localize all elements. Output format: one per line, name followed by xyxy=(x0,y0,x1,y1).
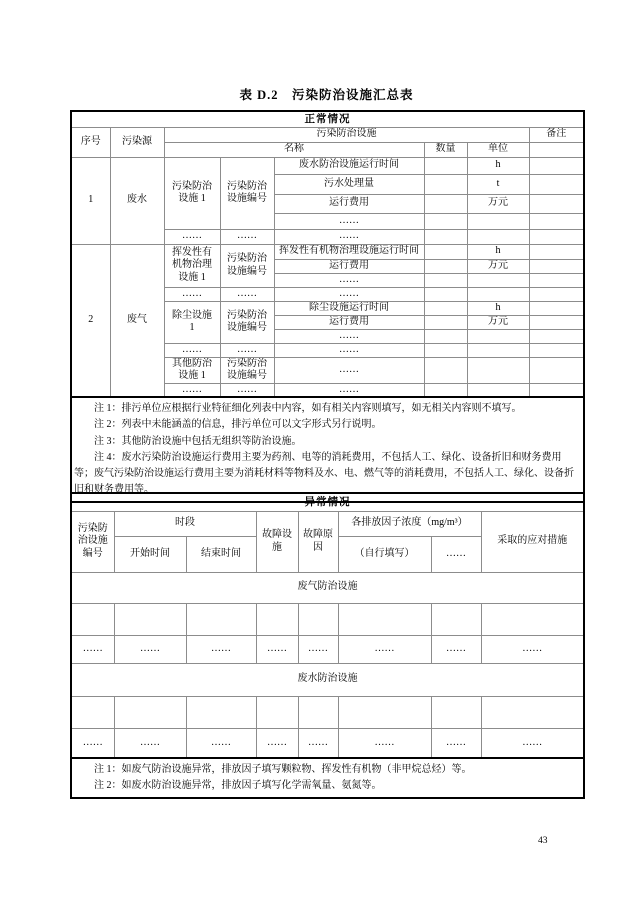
remark-cell xyxy=(529,301,584,315)
dots-cell: …… xyxy=(481,728,584,758)
col-header-unit: 单位 xyxy=(467,142,529,157)
table-row xyxy=(71,603,584,635)
dots-cell: …… xyxy=(186,635,256,663)
empty-cell xyxy=(338,696,431,728)
empty-cell xyxy=(481,603,584,635)
note-line: 注 2：列表中未能涵盖的信息，排污单位可以文字形式另行说明。 xyxy=(94,419,382,431)
unit-cell xyxy=(467,273,529,287)
unit-cell: 万元 xyxy=(467,315,529,329)
dots-cell: …… xyxy=(298,635,338,663)
unit-cell xyxy=(467,287,529,301)
col-header-facility-code: 污染防治设施编号 xyxy=(71,511,114,572)
note-line: 注 1：如废气防治设施异常，排放因子填写颗粒物、挥发性有机物（非甲烷总烃）等。 xyxy=(94,764,472,775)
remark-cell xyxy=(529,315,584,329)
subsection-row xyxy=(71,572,584,603)
empty-cell xyxy=(431,696,481,728)
remark-cell xyxy=(529,229,584,244)
item-cell: 运行费用 xyxy=(274,259,424,273)
remark-cell xyxy=(529,329,584,343)
dots-cell: …… xyxy=(431,728,481,758)
empty-cell xyxy=(256,603,298,635)
quantity-cell xyxy=(424,174,467,194)
quantity-cell xyxy=(424,194,467,213)
remark-cell xyxy=(529,259,584,273)
empty-cell xyxy=(256,696,298,728)
empty-cell xyxy=(298,696,338,728)
dots-cell: …… xyxy=(274,343,424,357)
dots-cell: …… xyxy=(431,635,481,663)
remark-cell xyxy=(529,157,584,174)
dots-cell: …… xyxy=(274,213,424,229)
col-header-self-fill: （自行填写） xyxy=(338,536,431,572)
dots-cell: …… xyxy=(164,229,220,244)
col-header-start-time: 开始时间 xyxy=(114,536,186,572)
gas-facilities-subheader: 废气防治设施 xyxy=(71,572,584,603)
water-facilities-subheader: 废水防治设施 xyxy=(71,663,584,696)
unit-cell xyxy=(467,343,529,357)
note-line: 注 4：废水污染防治设施运行费用主要为药剂、电等的消耗费用，不包括人工、绿化、设备折旧和财务费用等；废气污染防治设施运行费用主要为消耗材料等物料及水、电、燃气等的消耗费用，不包括人工、绿化、设备折旧和财务费用等。 xyxy=(74,451,574,496)
col-header-fault-reason: 故障原因 xyxy=(298,511,338,572)
quantity-cell xyxy=(424,315,467,329)
quantity-cell xyxy=(424,157,467,174)
empty-cell xyxy=(71,603,114,635)
dots-cell: …… xyxy=(71,635,114,663)
subsection-row xyxy=(71,663,584,696)
unit-cell xyxy=(467,229,529,244)
notes-row xyxy=(71,397,584,502)
dots-cell: …… xyxy=(220,343,274,357)
item-cell: 挥发性有机物治理设施运行时间 xyxy=(274,244,424,259)
table-row xyxy=(71,635,584,663)
table-row xyxy=(71,244,584,259)
dots-cell: …… xyxy=(164,287,220,301)
dots-cell: …… xyxy=(164,383,220,397)
unit-cell: 万元 xyxy=(467,194,529,213)
remark-cell xyxy=(529,194,584,213)
facility-code-cell: 污染防治设施编号 xyxy=(220,157,274,229)
facility-cell: 挥发性有机物治理设施 1 xyxy=(164,244,220,287)
unit-cell: t xyxy=(467,174,529,194)
dots-cell: …… xyxy=(431,536,481,572)
dots-cell: …… xyxy=(256,635,298,663)
note-line: 注 2：如废水防治设施异常，排放因子填写化学需氧量、氨氮等。 xyxy=(94,780,382,792)
remark-cell xyxy=(529,244,584,259)
remark-cell xyxy=(529,343,584,357)
facility-cell: 除尘设施 1 xyxy=(164,301,220,343)
quantity-cell xyxy=(424,343,467,357)
dots-cell: …… xyxy=(114,728,186,758)
table-row xyxy=(71,728,584,758)
empty-cell xyxy=(481,696,584,728)
page-number: 43 xyxy=(538,836,548,846)
col-header-fault-facility: 故障设施 xyxy=(256,511,298,572)
abnormal-table-notes xyxy=(71,758,584,798)
item-cell: 除尘设施运行时间 xyxy=(274,301,424,315)
serial-cell: 1 xyxy=(71,157,110,244)
col-header-facility-group: 污染防治设施 xyxy=(164,127,529,142)
quantity-cell xyxy=(424,244,467,259)
remark-cell xyxy=(529,174,584,194)
col-header-serial: 序号 xyxy=(71,127,110,157)
note-line: 注 1：排污单位应根据行业特征细化列表中内容，如有相关内容则填写，如无相关内容则不填写。 xyxy=(94,403,522,414)
col-header-name: 名称 xyxy=(164,142,424,157)
col-header-remark: 备注 xyxy=(529,127,584,142)
empty-cell xyxy=(431,603,481,635)
dots-cell: …… xyxy=(274,329,424,343)
unit-cell xyxy=(467,213,529,229)
quantity-cell xyxy=(424,229,467,244)
dots-cell: …… xyxy=(274,357,424,383)
table-title: 表 D.2 污染防治设施汇总表 xyxy=(239,88,414,102)
dots-cell: …… xyxy=(220,383,274,397)
header-row-1 xyxy=(71,127,584,142)
facility-code-cell: 污染防治设施编号 xyxy=(220,301,274,343)
facility-cell: 污染防治设施 1 xyxy=(164,157,220,229)
item-cell: 废水防治设施运行时间 xyxy=(274,157,424,174)
quantity-cell xyxy=(424,273,467,287)
facility-cell: 其他防治设施 1 xyxy=(164,357,220,383)
dots-cell: …… xyxy=(186,728,256,758)
quantity-cell xyxy=(424,287,467,301)
col-header-end-time: 结束时间 xyxy=(186,536,256,572)
dots-cell: …… xyxy=(338,728,431,758)
table-row xyxy=(71,696,584,728)
header-row-1 xyxy=(71,511,584,536)
remark-cell xyxy=(529,357,584,383)
facility-code-cell: 污染防治设施编号 xyxy=(220,244,274,287)
dots-cell: …… xyxy=(220,229,274,244)
table-row xyxy=(71,157,584,174)
empty-cell xyxy=(186,603,256,635)
normal-table-notes xyxy=(71,397,584,502)
quantity-cell xyxy=(424,357,467,383)
unit-cell: h xyxy=(467,244,529,259)
dots-cell: …… xyxy=(114,635,186,663)
empty-cell xyxy=(114,603,186,635)
item-cell: 污水处理量 xyxy=(274,174,424,194)
quantity-cell xyxy=(424,213,467,229)
col-header-pollution-source: 污染源 xyxy=(110,127,164,157)
quantity-cell xyxy=(424,329,467,343)
quantity-cell xyxy=(424,383,467,397)
dots-cell: …… xyxy=(338,635,431,663)
empty-cell xyxy=(338,603,431,635)
empty-cell xyxy=(529,142,584,157)
normal-conditions-table xyxy=(70,110,585,503)
empty-cell xyxy=(186,696,256,728)
notes-row xyxy=(71,758,584,798)
dots-cell: …… xyxy=(256,728,298,758)
section-row-normal xyxy=(71,111,584,127)
remark-cell xyxy=(529,213,584,229)
dots-cell: …… xyxy=(481,635,584,663)
item-cell: 运行费用 xyxy=(274,194,424,213)
quantity-cell xyxy=(424,259,467,273)
empty-cell xyxy=(114,696,186,728)
normal-section-header: 正常情况 xyxy=(71,111,584,127)
col-header-quantity: 数量 xyxy=(424,142,467,157)
pollution-source-cell: 废气 xyxy=(110,244,164,397)
section-row-abnormal xyxy=(71,493,584,511)
remark-cell xyxy=(529,287,584,301)
remark-cell xyxy=(529,383,584,397)
col-header-period: 时段 xyxy=(114,511,256,536)
unit-cell: h xyxy=(467,157,529,174)
dots-cell: …… xyxy=(274,383,424,397)
pollution-source-cell: 废水 xyxy=(110,157,164,244)
col-header-measures: 采取的应对措施 xyxy=(481,511,584,572)
dots-cell: …… xyxy=(71,728,114,758)
col-header-emission-concentration: 各排放因子浓度（mg/m³） xyxy=(338,511,481,536)
remark-cell xyxy=(529,273,584,287)
unit-cell: 万元 xyxy=(467,259,529,273)
facility-code-cell: 污染防治设施编号 xyxy=(220,357,274,383)
dots-cell: …… xyxy=(274,229,424,244)
dots-cell: …… xyxy=(274,273,424,287)
unit-cell xyxy=(467,329,529,343)
abnormal-section-header: 异常情况 xyxy=(71,493,584,511)
abnormal-conditions-table xyxy=(70,492,585,799)
dots-cell: …… xyxy=(220,287,274,301)
item-cell: 运行费用 xyxy=(274,315,424,329)
unit-cell xyxy=(467,383,529,397)
dots-cell: …… xyxy=(164,343,220,357)
serial-cell: 2 xyxy=(71,244,110,397)
empty-cell xyxy=(298,603,338,635)
quantity-cell xyxy=(424,301,467,315)
dots-cell: …… xyxy=(298,728,338,758)
unit-cell xyxy=(467,357,529,383)
dots-cell: …… xyxy=(274,287,424,301)
unit-cell: h xyxy=(467,301,529,315)
empty-cell xyxy=(71,696,114,728)
note-line: 注 3：其他防治设施中包括无组织等防治设施。 xyxy=(94,435,302,447)
